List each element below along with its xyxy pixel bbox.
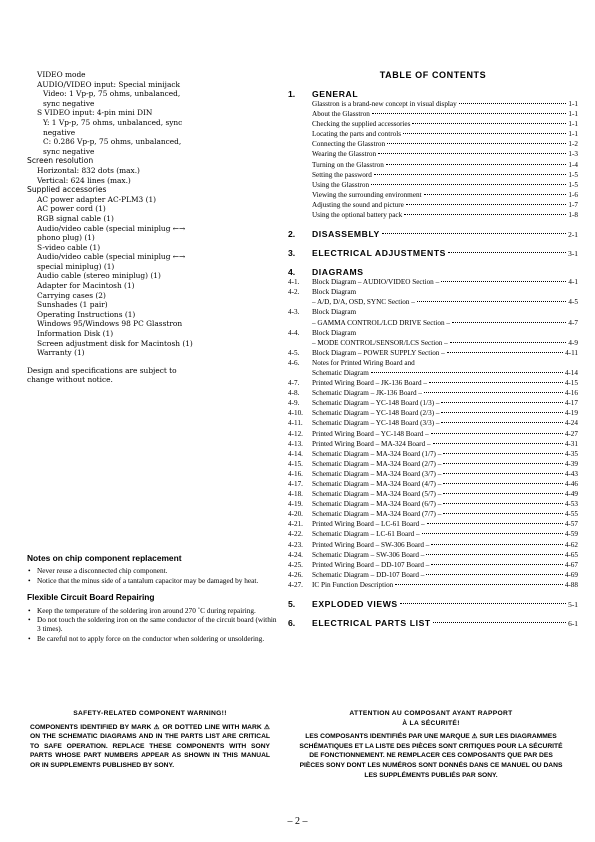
leader-dots <box>371 372 563 373</box>
spec-heading: Screen resolution <box>27 156 94 166</box>
entry-page: 4-39 <box>564 459 578 468</box>
spec-line: phono plug) (1) <box>37 233 95 243</box>
entry-title: Schematic Diagram – DD-107 Board – <box>312 570 425 579</box>
entry-title: Adjusting the sound and picture <box>312 200 404 209</box>
entry-page: 4-67 <box>564 560 578 569</box>
toc-entry[interactable] <box>288 560 578 570</box>
entry-page: 4-19 <box>564 409 578 418</box>
safety-warning-english <box>30 709 270 771</box>
entry-title: – MODE CONTROL/SENSOR/LCS Section – <box>312 338 448 347</box>
toc-section <box>288 599 578 609</box>
entry-page: 1-2 <box>568 140 578 149</box>
leader-dots <box>443 473 562 474</box>
spec-line: Warranty (1) <box>37 348 85 358</box>
entry-title: Checking the supplied accessories <box>312 120 411 129</box>
toc-section <box>288 89 578 220</box>
entry-page: 4-17 <box>564 399 578 408</box>
toc-section-heading[interactable] <box>288 618 578 628</box>
entry-page: 4-11 <box>565 348 578 357</box>
entry-number: 4-10. <box>288 409 303 418</box>
entry-page: 4-27 <box>564 429 578 438</box>
entry-title: Schematic Diagram – LC-61 Board – <box>312 530 420 539</box>
leader-dots <box>378 153 566 154</box>
toc-entry[interactable] <box>288 489 578 499</box>
entry-title: Printed Wiring Board – DD-107 Board – <box>312 560 430 569</box>
entry-title: IC Pin Function Description <box>312 580 394 589</box>
entry-number: 4-2. <box>288 288 300 297</box>
entry-title: – A/D, D/A, OSD, SYNC Section – <box>312 298 415 307</box>
entry-title: Block Diagram <box>312 328 357 337</box>
leader-dots <box>433 443 563 444</box>
entry-title: Schematic Diagram <box>312 368 369 377</box>
toc-entry[interactable] <box>288 519 578 529</box>
chip-note-item: • Never reuse a disconnected chip component. <box>27 566 277 575</box>
spec-line: S-video cable (1) <box>37 242 101 252</box>
leader-dots <box>448 252 566 253</box>
toc-entry[interactable] <box>288 388 578 398</box>
toc-entry[interactable] <box>288 378 578 388</box>
entry-number: 4-3. <box>288 308 300 317</box>
toc-title: TABLE OF CONTENTS <box>379 70 487 80</box>
spec-line: Video: 1 Vp-p, 75 ohms, unbalanced, <box>43 89 181 99</box>
entry-number: 4-17. <box>288 480 303 488</box>
toc-entry[interactable] <box>288 338 578 348</box>
spec-line: Y: 1 Vp-p, 75 ohms, unbalanced, sync <box>43 117 183 127</box>
specifications-block <box>27 70 277 385</box>
leader-dots <box>395 584 563 585</box>
toc-entry[interactable] <box>288 149 578 159</box>
toc-entry[interactable] <box>288 449 578 459</box>
entry-page: 1-5 <box>568 170 578 179</box>
leader-dots <box>427 523 563 524</box>
toc-entry[interactable] <box>288 550 578 560</box>
entry-page: 1-8 <box>568 211 578 220</box>
entry-page: 1-7 <box>568 200 578 209</box>
leader-dots <box>443 503 562 504</box>
leader-dots <box>443 453 562 454</box>
entry-page: 4-88 <box>564 580 578 589</box>
flex-note-item: • Keep the temperature of the soldering iron around 270 ˚C during repairing. <box>27 606 277 615</box>
entry-title: Glasstron is a brand-new concept in visual display <box>312 100 457 108</box>
entry-page: 1-3 <box>568 150 578 159</box>
toc-entry[interactable] <box>288 469 578 479</box>
leader-dots <box>403 133 566 134</box>
spec-line: special miniplug) (1) <box>37 261 115 271</box>
spec-line: Carrying cases (2) <box>37 290 106 300</box>
entry-title: Schematic Diagram – MA-324 Board (2/7) – <box>312 459 442 468</box>
entry-page: 4-53 <box>564 500 578 509</box>
warning-body: COMPONENTS IDENTIFIED BY MARK ⚠ OR DOTTED LINE WITH MARK ⚠ ON THE SCHEMATIC DIAGRAMS AND IN THE PARTS LIST ARE CRITICAL TO SAFE OPERATION. REPLACE THESE COMPONENTS WITH SONY PARTS WHOSE PART NUMBERS APPEAR AS SHOWN IN THIS MANUAL OR IN SUPPLEMENTS PUBLISHED BY SONY. <box>30 723 270 769</box>
entry-page: 4-46 <box>564 480 578 488</box>
leader-dots <box>426 554 562 555</box>
entry-title: Block Diagram <box>312 308 357 317</box>
spec-line: Horizontal: 832 dots (max.) <box>37 165 140 175</box>
entry-title: Schematic Diagram – MA-324 Board (6/7) – <box>312 500 442 509</box>
entry-title: Turning on the Glasstron <box>312 160 384 169</box>
entry-number: 4-12. <box>288 429 303 438</box>
entry-number: 4-27. <box>288 580 303 589</box>
entry-page: 1-1 <box>568 130 578 139</box>
entry-title: About the Glasstron <box>312 110 370 119</box>
spec-line: Windows 95/Windows 98 PC Glasstron <box>37 319 183 329</box>
entry-page: 4-35 <box>564 449 578 458</box>
leader-dots <box>422 533 563 534</box>
flex-notes-title: Flexible Circuit Board Repairing <box>27 592 155 603</box>
toc-entry[interactable] <box>288 499 578 509</box>
leader-dots <box>450 342 567 343</box>
section-page: 6-1 <box>568 619 578 629</box>
leader-dots <box>431 564 562 565</box>
spec-heading: Supplied accessories <box>27 185 107 195</box>
leader-dots <box>431 544 562 545</box>
entry-number: 4-20. <box>288 510 303 519</box>
section-number: 2. <box>288 229 296 240</box>
toc-entry[interactable] <box>288 459 578 469</box>
toc-entry[interactable] <box>288 119 578 129</box>
section-name: DISASSEMBLY <box>312 229 380 240</box>
entry-page: 4-24 <box>564 419 578 428</box>
toc-body <box>288 89 578 628</box>
toc-entry[interactable] <box>288 479 578 489</box>
entry-title: Printed Wiring Board – LC-61 Board – <box>312 520 425 529</box>
entry-number: 4-19. <box>288 500 303 509</box>
entry-page: 4-1 <box>568 278 578 287</box>
entry-page: 1-1 <box>568 100 578 108</box>
leader-dots <box>429 382 563 383</box>
entry-number: 4-18. <box>288 490 303 499</box>
leader-dots <box>424 392 563 393</box>
toc-entry[interactable] <box>288 99 578 109</box>
entry-number: 4-7. <box>288 379 300 388</box>
section-name: EXPLODED VIEWS <box>312 599 398 610</box>
entry-number: 4-21. <box>288 520 303 529</box>
toc-entry[interactable] <box>288 348 578 358</box>
entry-title: Using the optional battery pack <box>312 211 403 220</box>
toc-entry[interactable] <box>288 210 578 220</box>
leader-dots <box>374 174 567 175</box>
spec-line: Audio/video cable (special miniplug ←→ <box>37 252 186 262</box>
entry-page: 4-57 <box>564 520 578 529</box>
design-note-line: change without notice. <box>27 375 113 385</box>
entry-title: Printed Wiring Board – JK-136 Board – <box>312 379 427 388</box>
entry-page: 4-16 <box>564 389 578 398</box>
toc-entry[interactable] <box>288 170 578 180</box>
leader-dots <box>443 493 562 494</box>
entry-page: 4-69 <box>564 570 578 579</box>
entry-title: Wearing the Glasstron <box>312 150 377 159</box>
entry-page: 1-6 <box>568 190 578 199</box>
entry-title: Printed Wiring Board – SW-306 Board – <box>312 540 430 549</box>
entry-number: 4-8. <box>288 389 300 398</box>
toc-entry[interactable] <box>288 418 578 428</box>
leader-dots <box>441 402 562 403</box>
entry-number: 4-5. <box>288 348 300 357</box>
entry-number: 4-23. <box>288 540 303 549</box>
flex-note-item: • Do not touch the soldering iron on the same conductor of the circuit board (within 3 times). <box>27 615 277 634</box>
leader-dots <box>406 204 567 205</box>
leader-dots <box>443 483 562 484</box>
spec-line: C: 0.286 Vp-p, 75 ohms, unbalanced, <box>43 137 182 147</box>
entry-title: Block Diagram <box>312 288 357 297</box>
leader-dots <box>387 143 566 144</box>
entry-title: Using the Glasstron <box>312 180 370 189</box>
section-name: ELECTRICAL ADJUSTMENTS <box>312 248 446 259</box>
toc-section <box>288 267 578 590</box>
spec-line: sync negative <box>43 146 95 156</box>
safety-warning-french <box>297 709 565 780</box>
spec-line: Screen adjustment disk for Macintosh (1) <box>37 338 193 348</box>
toc-section-heading[interactable] <box>288 89 578 99</box>
entry-title: Schematic Diagram – MA-324 Board (1/7) – <box>312 449 442 458</box>
entry-page: 4-15 <box>564 379 578 388</box>
toc-entry[interactable] <box>288 318 578 328</box>
leader-dots <box>386 164 567 165</box>
entry-page: 4-7 <box>568 318 578 327</box>
toc-entry <box>288 328 578 338</box>
toc-entry[interactable] <box>288 570 578 580</box>
entry-page: 1-1 <box>568 110 578 119</box>
leader-dots <box>447 352 563 353</box>
toc-entry[interactable] <box>288 200 578 210</box>
entry-number: 4-11. <box>288 419 303 428</box>
warning-title-fr-line2: À LA SÉCURITÉ! <box>402 719 460 727</box>
entry-title: Schematic Diagram – YC-148 Board (1/3) – <box>312 399 440 408</box>
toc-entry <box>288 307 578 317</box>
toc-section <box>288 229 578 239</box>
leader-dots <box>431 433 563 434</box>
section-number: 3. <box>288 248 296 259</box>
section-page: 3-1 <box>568 249 578 259</box>
leader-dots <box>382 233 566 234</box>
page-number: – 2 – <box>287 816 308 827</box>
toc-entry <box>288 358 578 368</box>
toc-entry[interactable] <box>288 529 578 539</box>
toc-entry <box>288 287 578 297</box>
toc-entry[interactable] <box>288 408 578 418</box>
design-note <box>27 366 277 385</box>
entry-page: 4-62 <box>564 540 578 549</box>
entry-page: 1-4 <box>568 160 578 169</box>
toc-entry[interactable] <box>288 540 578 550</box>
spec-line: Sunshades (1 pair) <box>37 300 108 310</box>
leader-dots <box>417 301 567 302</box>
toc-section-heading[interactable] <box>288 229 578 239</box>
entry-number: 4-15. <box>288 459 303 468</box>
section-name: GENERAL <box>312 89 359 99</box>
entry-title: Locating the parts and controls <box>312 130 402 139</box>
toc-section <box>288 248 578 258</box>
entry-number: 4-13. <box>288 439 303 448</box>
entry-number: 4-1. <box>288 278 300 287</box>
warning-title: SAFETY-RELATED COMPONENT WARNING!! <box>73 710 227 717</box>
toc-entry[interactable] <box>288 139 578 149</box>
entry-title: Schematic Diagram – YC-148 Board (2/3) – <box>312 409 440 418</box>
table-of-contents <box>288 70 578 628</box>
spec-line: S VIDEO input: 4-pin mini DIN <box>37 108 153 118</box>
entry-number: 4-25. <box>288 560 303 569</box>
spec-line: Audio cable (stereo miniplug) (1) <box>37 271 161 281</box>
section-number: 6. <box>288 618 296 629</box>
toc-entry[interactable] <box>288 580 578 590</box>
toc-section-heading[interactable] <box>288 267 578 277</box>
toc-entry[interactable] <box>288 368 578 378</box>
toc-entry[interactable] <box>288 439 578 449</box>
chip-notes-list <box>27 566 277 585</box>
spec-line: Adapter for Macintosh (1) <box>37 281 135 291</box>
entry-page: 4-59 <box>564 530 578 539</box>
entry-title: Schematic Diagram – YC-148 Board (3/3) – <box>312 419 440 428</box>
entry-number: 4-14. <box>288 449 303 458</box>
leader-dots <box>441 281 566 282</box>
entry-number: 4-22. <box>288 530 303 539</box>
entry-title: Printed Wiring Board – MA-324 Board – <box>312 439 431 448</box>
section-number: 4. <box>288 267 296 278</box>
section-number: 1. <box>288 89 296 99</box>
entry-page: 4-55 <box>564 510 578 519</box>
entry-title: Connecting the Glasstron <box>312 140 386 149</box>
spec-line: AC power adapter AC-PLM3 (1) <box>37 194 157 204</box>
toc-section <box>288 618 578 628</box>
leader-dots <box>404 214 566 215</box>
toc-entry[interactable] <box>288 429 578 439</box>
leader-dots <box>412 123 566 124</box>
leader-dots <box>443 513 562 514</box>
leader-dots <box>433 622 566 623</box>
entry-number: 4-9. <box>288 399 300 408</box>
entry-page: 4-65 <box>564 550 578 559</box>
section-number: 5. <box>288 599 296 610</box>
toc-entry[interactable] <box>288 509 578 519</box>
spec-line: AUDIO/VIDEO input: Special minijack <box>37 79 180 89</box>
entry-title: Setting the password <box>312 170 372 179</box>
flex-notes-list <box>27 606 277 644</box>
leader-dots <box>441 412 562 413</box>
toc-section-heading[interactable] <box>288 599 578 609</box>
entry-page: 4-43 <box>564 469 578 478</box>
entry-page: 4-14 <box>564 368 578 377</box>
entry-number: 4-24. <box>288 550 303 559</box>
entry-page: 4-9 <box>568 338 578 347</box>
entry-title: – GAMMA CONTROL/LCD DRIVE Section – <box>312 318 450 327</box>
design-note-line: Design and specifications are subject to <box>27 365 177 375</box>
toc-entry[interactable] <box>288 277 578 287</box>
leader-dots <box>371 184 566 185</box>
section-page: 2-1 <box>568 230 578 240</box>
warning-title-fr: ATTENTION AU COMPOSANT AYANT RAPPORT <box>349 710 513 717</box>
section-page: 5-1 <box>568 600 578 610</box>
entry-number: 4-26. <box>288 570 303 579</box>
entry-title: Schematic Diagram – MA-324 Board (3/7) – <box>312 469 442 478</box>
toc-entry[interactable] <box>288 180 578 190</box>
service-notes <box>27 554 277 643</box>
entry-page: 4-49 <box>564 490 578 499</box>
spec-line: Audio/video cable (special miniplug ←→ <box>37 223 186 233</box>
spec-line: negative <box>43 127 76 137</box>
entry-title: Schematic Diagram – SW-306 Board – <box>312 550 425 559</box>
entry-title: Schematic Diagram – MA-324 Board (7/7) – <box>312 510 442 519</box>
toc-section-heading[interactable] <box>288 248 578 258</box>
entry-page: 4-31 <box>564 439 578 448</box>
entry-number: 4-6. <box>288 358 300 367</box>
spec-line: Vertical: 624 lines (max.) <box>37 175 131 185</box>
toc-entry[interactable] <box>288 398 578 408</box>
entry-title: Block Diagram – POWER SUPPLY Section – <box>312 348 445 357</box>
entry-title: Block Diagram – AUDIO/VIDEO Section – <box>312 278 440 287</box>
leader-dots <box>441 422 562 423</box>
leader-dots <box>443 463 562 464</box>
entry-title: Schematic Diagram – MA-324 Board (4/7) – <box>312 480 442 488</box>
spec-line: Information Disk (1) <box>37 329 114 339</box>
chip-notes-title: Notes on chip component replacement <box>27 553 182 563</box>
leader-dots <box>424 194 567 195</box>
entry-number: 4-16. <box>288 469 303 478</box>
spec-line: AC power cord (1) <box>37 204 106 214</box>
spec-line: Operating Instructions (1) <box>37 309 136 319</box>
entry-title: Schematic Diagram – JK-136 Board – <box>312 389 422 398</box>
leader-dots <box>452 322 566 323</box>
entry-page: 4-5 <box>568 298 578 307</box>
leader-dots <box>459 103 567 104</box>
leader-dots <box>426 574 562 575</box>
toc-entry[interactable] <box>288 109 578 119</box>
spec-line: sync negative <box>43 98 95 108</box>
leader-dots <box>372 113 567 114</box>
toc-entry[interactable] <box>288 160 578 170</box>
entry-page: 1-5 <box>568 180 578 189</box>
toc-entry[interactable] <box>288 129 578 139</box>
spec-line: RGB signal cable (1) <box>37 213 114 223</box>
toc-entry[interactable] <box>288 297 578 307</box>
section-name: DIAGRAMS <box>312 267 364 278</box>
leader-dots <box>400 603 566 604</box>
spec-line: VIDEO mode <box>37 70 86 79</box>
entry-page: 1-1 <box>568 120 578 129</box>
entry-number: 4-4. <box>288 328 300 337</box>
entry-title: Viewing the surrounding environment <box>312 190 422 199</box>
section-name: ELECTRICAL PARTS LIST <box>312 618 431 629</box>
toc-entry[interactable] <box>288 190 578 200</box>
warning-body-fr: LES COMPOSANTS IDENTIFIÉS PAR UNE MARQUE ⚠ SUR LES DIAGRAMMES SCHÉMATIQUES ET LA LISTE DES PIÈCES SONT CRITIQUES POUR LA SÉCURITÉ DE FONCTIONNEMENT. NE REMPLACER CES COMPOSANTS QUE PAR DES PIÈCES SONY DONT LES NUMÉROS SONT DONNÉS DANS CE MANUEL OU DANS LES SUPPLÉMENTS PUBLIÉS PAR SONY. <box>299 733 563 779</box>
flex-note-item: • Be careful not to apply force on the conductor when soldering or unsoldering. <box>27 634 277 643</box>
entry-title: Schematic Diagram – MA-324 Board (5/7) – <box>312 490 442 499</box>
entry-title: Notes for Printed Wiring Board and <box>312 358 415 367</box>
chip-note-item: • Notice that the minus side of a tantalum capacitor may be damaged by heat. <box>27 576 277 585</box>
entry-title: Printed Wiring Board – YC-148 Board – <box>312 429 429 438</box>
